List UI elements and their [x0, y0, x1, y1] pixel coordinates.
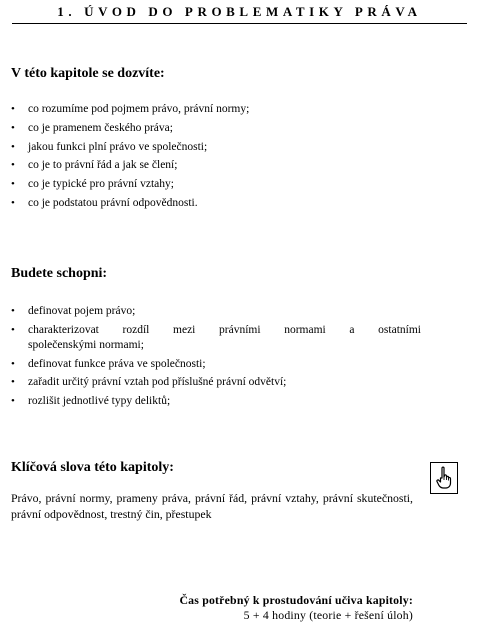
bullet-icon: •: [11, 376, 15, 389]
list-item: • zařadit určitý právní vztah pod příslušné právní odvětví;: [11, 376, 287, 389]
list-item: • co je to právní řád a jak se člení;: [11, 159, 178, 172]
list-item: • co rozumíme pod pojmem právo, právní normy;: [11, 103, 250, 115]
bullet-icon: •: [11, 103, 15, 115]
bullet-icon: •: [11, 196, 15, 209]
list-item: • co je typické pro právní vztahy;: [11, 178, 174, 191]
list-item: • definovat pojem právo;: [11, 305, 136, 317]
pointing-hand-glyph: [435, 466, 453, 490]
bullet-icon: •: [11, 159, 15, 172]
learn-heading: V této kapitole se dozvíte:: [11, 66, 165, 81]
list-item: • co je pramenem českého práva;: [11, 121, 173, 134]
bullet-icon: •: [11, 323, 15, 336]
bullet-icon: •: [11, 357, 15, 370]
study-time-value: 5 + 4 hodiny (teorie + řešení úloh): [243, 608, 413, 622]
bullet-icon: •: [11, 140, 15, 153]
list-item: • jakou funkci plní právo ve společnosti;: [11, 140, 208, 153]
study-time-label: Čas potřebný k prostudování učiva kapitoly:: [179, 593, 413, 607]
pointing-hand-icon: [430, 462, 458, 494]
list-item: • rozlišit jednotlivé typy deliktů;: [11, 395, 171, 408]
bullet-icon: •: [11, 178, 15, 191]
abilities-list: [11, 304, 421, 413]
title-underline: [12, 23, 467, 24]
keywords-heading: Klíčová slova této kapitoly:: [11, 460, 174, 475]
learn-list: [11, 102, 421, 215]
list-item: • definovat funkce práva ve společnosti;: [11, 357, 206, 370]
bullet-icon: •: [11, 121, 15, 134]
abilities-heading: Budete schopni:: [11, 266, 108, 281]
chapter-title: 1. ÚVOD DO PROBLEMATIKY PRÁVA: [57, 4, 422, 19]
bullet-icon: •: [11, 395, 15, 408]
list-item: • co je podstatou právní odpovědnosti.: [11, 196, 198, 209]
bullet-icon: •: [11, 305, 15, 317]
list-item: • charakterizovat rozdíl mezi právními normami a ostatními společenskými normami;: [11, 323, 421, 351]
keywords-text: Právo, právní normy, prameny práva, právní řád, právní vztahy, právní skutečnosti, právní odpovědnost, trestný čin, přestupek: [11, 491, 413, 521]
